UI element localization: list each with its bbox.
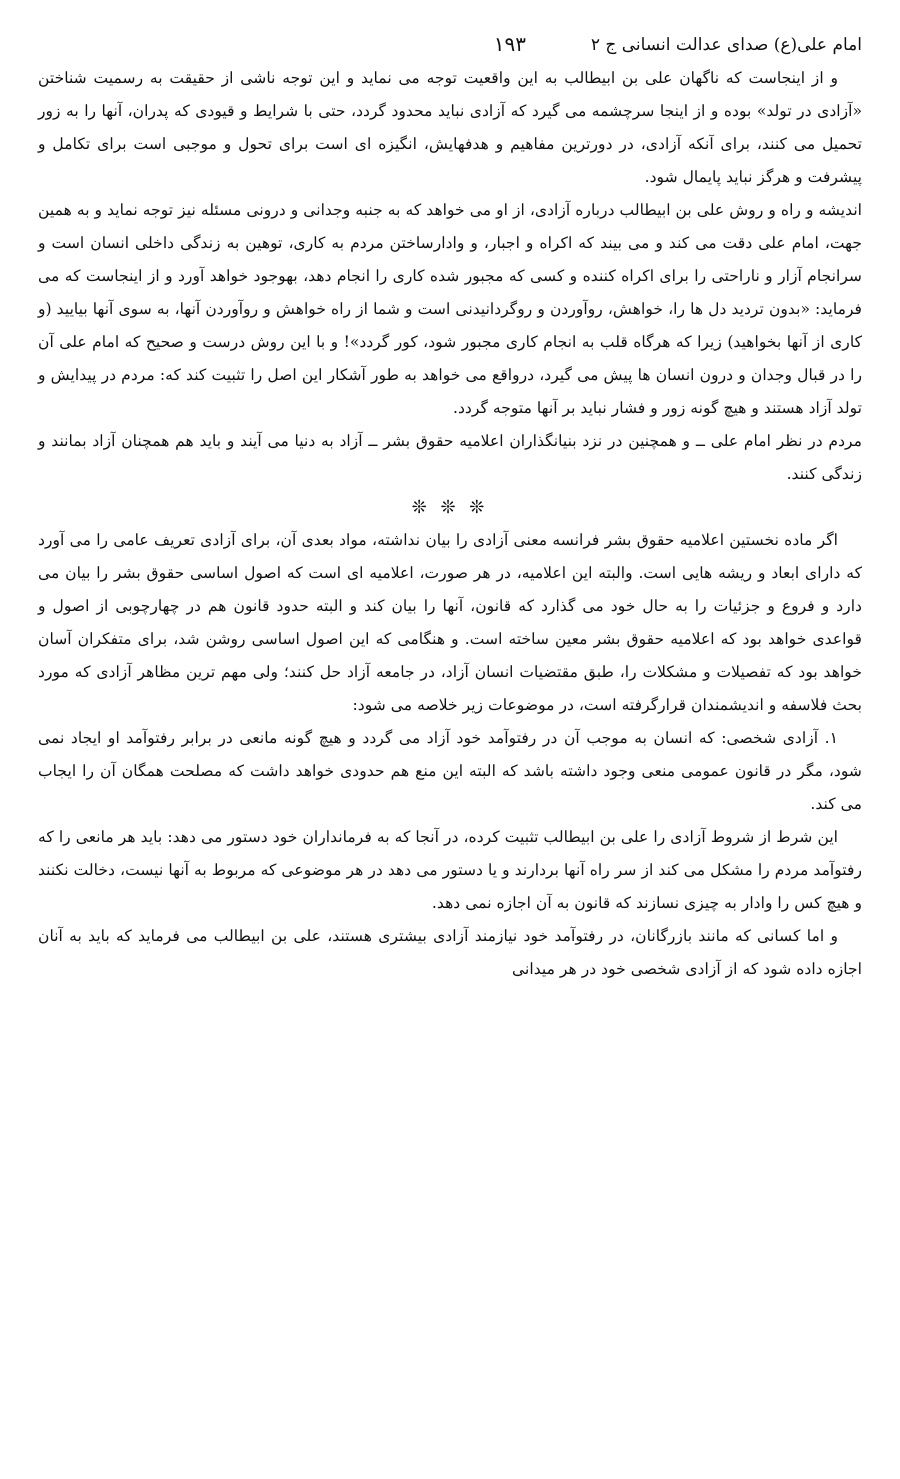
page-number: ۱۹۳ xyxy=(493,32,526,56)
section-separator: ❊ ❊ ❊ xyxy=(411,497,489,518)
paragraph-governors-instruction: این شرط از شروط آزادی را علی بن ابیطالب تثبیت کرده، در آنجا که به فرمانداران خود دستور می دهد: باید هر مانعی را که رفتوآمد مردم را مشکل می کند از سر راه آنها بردارند و یا دستور می دهد در هر موضوعی که مربوط به آنها نیست، دخالت نکنند و هیچ کس را وادار به چیزی نسازند که قانون به آن اجازه نمی دهد. xyxy=(38,828,862,912)
paragraph-personal-freedom: ۱. آزادی شخصی: که انسان به موجب آن در رفتوآمد خود آزاد می گردد و هیچ گونه مانعی در برابر رفتوآمد او ایجاد نمی شود، مگر در قانون عمومی منعی وجود داشته باشد که البته این منع هم حدودی خواهد داشت که مصلحت همگان آن را ایجاب می کند. xyxy=(38,729,862,813)
paragraph-merchants-freedom: و اما کسانی که مانند بازرگانان، در رفتوآمد خود نیازمند آزادی بیشتری هستند، علی بن ابیطالب می فرماید که باید به آنان اجازه داده شود که از آزادی شخصی خود در هر میدانی xyxy=(38,927,862,978)
body-text xyxy=(38,62,862,986)
paragraph-conscience-and-coercion: اندیشه و راه و روش علی بن ابیطالب درباره آزادی، از او می خواهد که به جنبه وجدانی و درونی مسئله نیز توجه نماید و به همین جهت، امام علی دقت می کند و می بیند که اکراه و اجبار، و وادارساختن مردم به کاری، توهین به زندگی داخلی انسان است و سرانجام آزار و ناراحتی را برای اکراه کننده و کسی که مجبور شده کاری را انجام دهد، بهوجود خواهد آورد و از اینجاست که می فرماید: «بدون تردید دل ها را، خواهش، روآوردن و روگردانیدنی است و شما از راه خواهش و روآوردن آنها، به سوی آنها بیایید (و کاری از آنها بخواهید) زیرا که هرگاه قلب به انجام کاری مجبور شود، کور گردد»! و با این روش درست و صحیح که امام علی آن را در قبال وجدان و درون انسان ها پیش می گیرد، درواقع می خواهد به طور آشکار این اصل را تثبیت کند که: مردم در پیدایش و تولد آزاد هستند و هیچ گونه زور و فشار نباید بر آنها متوجه گردد. xyxy=(38,201,862,417)
header-book-title: امام علی(ع) صدای عدالت انسانی ج ۲ xyxy=(590,35,862,55)
paragraph-freedom-at-birth: و از اینجاست که ناگهان علی بن ابیطالب به این واقعیت توجه می نماید و این توجه ناشی از حقیقت به رسمیت شناختن «آزادی در تولد» بوده و از اینجا سرچشمه می گیرد که آزادی نباید محدود گردد، حتی با شرایط و قیودی که پدران، آنها را به زور تحمیل می کنند، برای آنکه آزادی، در دورترین مفاهیم و هدفهایش، انگیزه ای است برای تحول و موجبی است برای تکامل و پیشرفت و هرگز نباید پایمال شود. xyxy=(38,69,862,186)
running-header xyxy=(38,28,862,62)
paragraph-born-free: مردم در نظر امام علی ــ و همچنین در نزد بنیانگذاران اعلامیه حقوق بشر ــ آزاد به دنیا می آیند و باید هم همچنان آزاد بمانند و زندگی کنند. xyxy=(38,432,862,483)
paragraph-declaration-of-rights: اگر ماده نخستین اعلامیه حقوق بشر فرانسه معنی آزادی را بیان نداشته، مواد بعدی آن، برای آزادی تعریف عامی را می آورد که دارای ابعاد و ریشه هایی است. والبته این اعلامیه، در هر صورت، اعلامیه ای است که اصول اساسی حقوق بشر را بیان می دارد و فروع و جزئیات را به حال خود می گذارد که قانون، آنها را بیان کند و البته حدود قانون هم در چهارچوبی از اصول و قواعدی خواهد بود که اعلامیه حقوق بشر معین ساخته است. و هنگامی که این اصول اساسی روشن شد، برای متفکران آسان خواهد بود که تفصیلات و مشکلات را، طبق مقتضیات انسان آزاد، در جامعه آزاد حل کنند؛ ولی مهم ترین مظاهر آزادی که مورد بحث فلاسفه و اندیشمندان قرارگرفته است، در موضوعات زیر خلاصه می شود: xyxy=(38,531,862,714)
book-page xyxy=(38,28,862,986)
